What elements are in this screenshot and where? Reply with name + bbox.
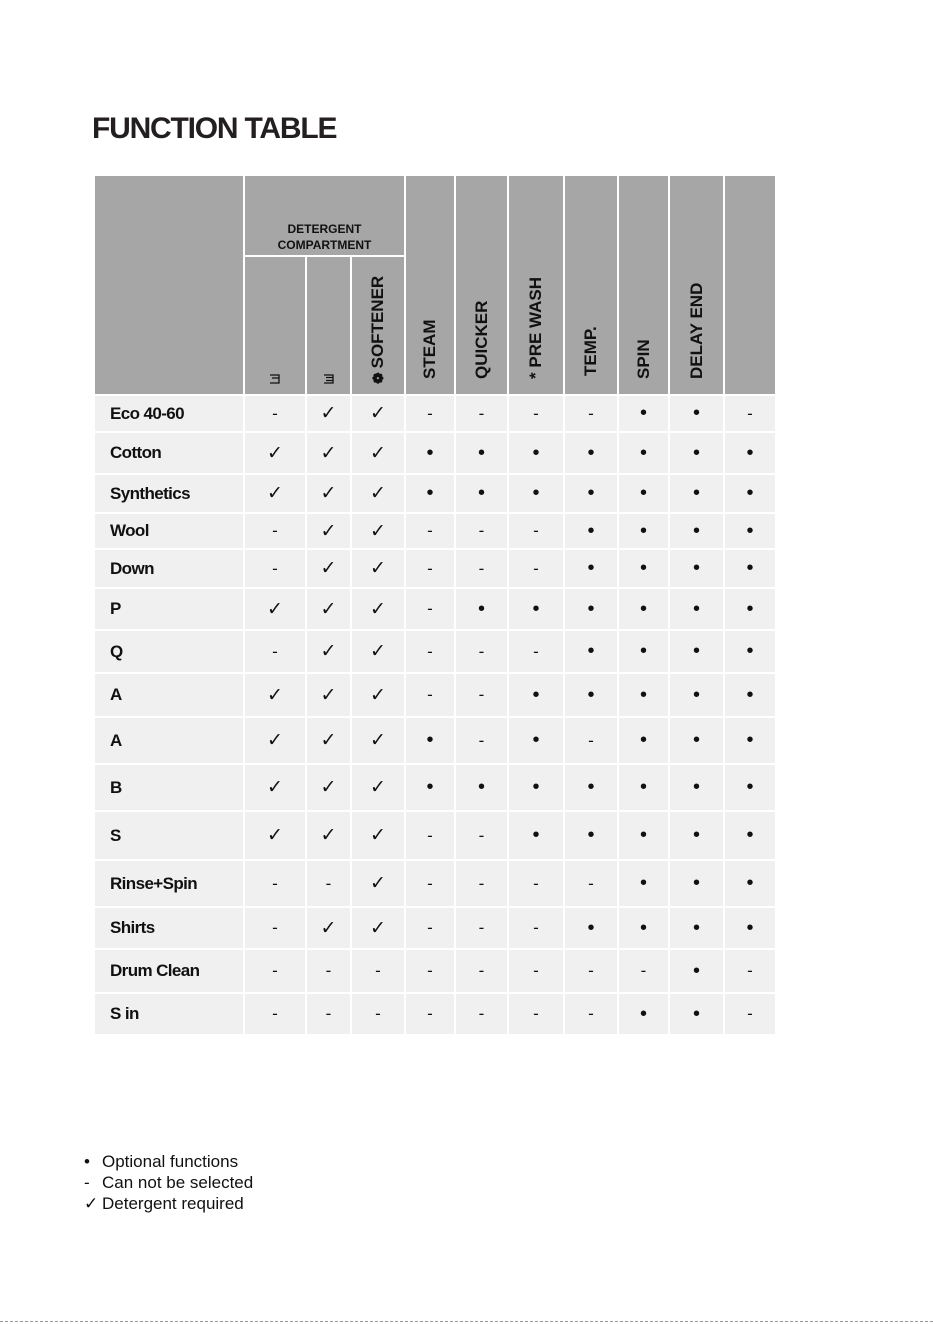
table-cell: • <box>619 589 668 629</box>
table-cell: ✓ <box>352 396 404 431</box>
table-cell: • <box>406 765 454 810</box>
table-cell: • <box>670 994 723 1034</box>
table-cell: - <box>725 994 775 1034</box>
header-delay-end <box>670 176 723 394</box>
table-cell: - <box>352 950 404 992</box>
table-cell: - <box>456 674 507 716</box>
table-cell: • <box>565 765 617 810</box>
table-cell: ✓ <box>307 396 350 431</box>
table-cell: • <box>670 718 723 763</box>
table-cell: - <box>307 861 350 906</box>
program-name-cell: A <box>95 674 243 716</box>
table-cell: - <box>456 812 507 859</box>
table-cell: ✓ <box>245 812 305 859</box>
table-cell: ✓ <box>245 674 305 716</box>
legend-symbol: • <box>84 1152 90 1171</box>
table-cell: - <box>456 950 507 992</box>
program-name-cell: Cotton <box>95 433 243 473</box>
softener-label: SOFTENER <box>368 275 387 369</box>
table-cell: • <box>565 475 617 512</box>
table-cell: ✓ <box>352 631 404 672</box>
table-cell: • <box>509 812 563 859</box>
table-cell: • <box>509 765 563 810</box>
table-cell: • <box>725 589 775 629</box>
table-cell: - <box>509 396 563 431</box>
table-cell: - <box>509 950 563 992</box>
table-cell: - <box>406 396 454 431</box>
program-name-cell: Down <box>95 550 243 587</box>
table-cell: ✓ <box>245 589 305 629</box>
table-cell: • <box>509 718 563 763</box>
table-cell: • <box>670 550 723 587</box>
table-cell: - <box>245 514 305 548</box>
program-name-cell: Rinse+Spin <box>95 861 243 906</box>
table-cell: - <box>245 950 305 992</box>
table-cell: - <box>245 550 305 587</box>
header-steam <box>406 176 454 394</box>
table-cell: - <box>245 908 305 948</box>
table-cell: - <box>307 994 350 1034</box>
prewash-asterisk: * <box>526 372 545 379</box>
table-cell: • <box>670 674 723 716</box>
table-cell: - <box>565 950 617 992</box>
table-cell: - <box>456 631 507 672</box>
program-name-cell: Wool <box>95 514 243 548</box>
header-spin-label <box>634 339 654 379</box>
table-cell: - <box>509 631 563 672</box>
table-cell: • <box>725 765 775 810</box>
table-cell: - <box>307 950 350 992</box>
table-cell: • <box>619 396 668 431</box>
table-cell: - <box>245 396 305 431</box>
table-cell: • <box>619 514 668 548</box>
table-cell: • <box>565 908 617 948</box>
program-name-cell: B <box>95 765 243 810</box>
softener-vertical-label <box>368 276 388 384</box>
table-cell: ✓ <box>352 812 404 859</box>
table-cell: - <box>619 950 668 992</box>
program-name-cell: P <box>95 589 243 629</box>
table-cell: • <box>619 433 668 473</box>
table-cell: • <box>565 631 617 672</box>
table-cell: • <box>670 396 723 431</box>
table-cell: - <box>456 396 507 431</box>
table-cell: - <box>406 861 454 906</box>
table-cell: ✓ <box>307 908 350 948</box>
table-cell: • <box>456 589 507 629</box>
table-cell: ✓ <box>352 765 404 810</box>
softener-flower-icon: ❁ <box>370 368 386 384</box>
compartment-2-icon <box>323 374 334 384</box>
table-cell: - <box>456 994 507 1034</box>
table-cell: ✓ <box>307 765 350 810</box>
table-cell: ✓ <box>307 589 350 629</box>
table-cell: • <box>670 433 723 473</box>
option-label-text: PRE WASH <box>526 276 545 368</box>
table-cell: • <box>725 861 775 906</box>
table-cell: • <box>725 550 775 587</box>
table-cell: • <box>670 631 723 672</box>
table-cell: • <box>725 433 775 473</box>
table-cell: • <box>725 908 775 948</box>
table-cell: • <box>509 433 563 473</box>
table-cell: • <box>456 765 507 810</box>
program-name-cell: Synthetics <box>95 475 243 512</box>
table-cell: - <box>509 550 563 587</box>
table-cell: ✓ <box>307 718 350 763</box>
table-cell: - <box>352 994 404 1034</box>
table-cell: - <box>456 718 507 763</box>
program-name-cell: A <box>95 718 243 763</box>
table-cell: - <box>456 861 507 906</box>
table-cell: - <box>406 514 454 548</box>
table-cell: ✓ <box>352 674 404 716</box>
table-cell: • <box>619 994 668 1034</box>
table-cell: - <box>509 514 563 548</box>
table-cell: • <box>565 433 617 473</box>
table-cell: ✓ <box>352 475 404 512</box>
header-quicker-label <box>472 301 492 379</box>
table-cell: - <box>456 908 507 948</box>
table-cell: ✓ <box>307 475 350 512</box>
table-cell: • <box>670 514 723 548</box>
table-cell: • <box>725 812 775 859</box>
table-cell: - <box>565 861 617 906</box>
table-cell: • <box>565 550 617 587</box>
program-name-cell: S in <box>95 994 243 1034</box>
table-cell: ✓ <box>245 718 305 763</box>
table-cell: ✓ <box>307 812 350 859</box>
table-cell: ✓ <box>307 514 350 548</box>
table-cell: - <box>406 631 454 672</box>
table-cell: • <box>725 718 775 763</box>
table-cell: ✓ <box>307 631 350 672</box>
header-compartment-2 <box>307 257 350 394</box>
table-cell: ✓ <box>245 475 305 512</box>
table-cell: • <box>670 589 723 629</box>
table-cell: • <box>670 475 723 512</box>
table-cell: • <box>670 861 723 906</box>
table-cell: ✓ <box>352 908 404 948</box>
table-cell: • <box>509 674 563 716</box>
table-cell: • <box>565 674 617 716</box>
table-cell: • <box>670 908 723 948</box>
header-extra <box>725 176 775 394</box>
table-cell: • <box>406 433 454 473</box>
table-cell: ✓ <box>352 433 404 473</box>
table-cell: • <box>725 514 775 548</box>
table-cell: - <box>406 550 454 587</box>
table-cell: ✓ <box>352 589 404 629</box>
table-cell: - <box>406 589 454 629</box>
table-cell: • <box>406 475 454 512</box>
table-cell: • <box>619 861 668 906</box>
table-cell: - <box>565 994 617 1034</box>
table-cell: • <box>619 475 668 512</box>
program-name-cell: Drum Clean <box>95 950 243 992</box>
table-cell: • <box>725 631 775 672</box>
table-cell: • <box>619 674 668 716</box>
table-cell: ✓ <box>307 550 350 587</box>
header-delay-end-label <box>687 283 707 379</box>
table-cell: • <box>725 674 775 716</box>
header-temp <box>565 176 617 394</box>
table-cell: • <box>509 589 563 629</box>
table-cell: ✓ <box>352 861 404 906</box>
table-cell: • <box>406 718 454 763</box>
table-cell: - <box>565 396 617 431</box>
table-cell: • <box>670 812 723 859</box>
option-label-text: STEAM <box>420 319 439 379</box>
table-cell: ✓ <box>352 514 404 548</box>
table-cell: - <box>406 994 454 1034</box>
detergent-compartment-label: DETERGENT COMPARTMENT <box>277 222 372 252</box>
table-cell: - <box>509 861 563 906</box>
table-cell: • <box>565 589 617 629</box>
table-cell: • <box>456 475 507 512</box>
table-cell: ✓ <box>352 718 404 763</box>
page-bottom-rule <box>0 1321 933 1322</box>
table-cell: - <box>456 514 507 548</box>
header-prewash <box>509 176 563 394</box>
table-cell: ✓ <box>352 550 404 587</box>
table-cell: • <box>565 514 617 548</box>
program-name-cell: S <box>95 812 243 859</box>
legend-item-optional <box>84 1151 253 1172</box>
table-cell: - <box>406 812 454 859</box>
header-spin <box>619 176 668 394</box>
header-detergent-compartment <box>245 176 404 255</box>
table-cell: ✓ <box>307 433 350 473</box>
table-cell: - <box>456 550 507 587</box>
legend-text: Optional functions <box>102 1152 239 1171</box>
option-label-text: SPIN <box>633 339 653 379</box>
header-compartment-1 <box>245 257 305 394</box>
table-cell: - <box>725 950 775 992</box>
table-cell: • <box>725 475 775 512</box>
program-name-cell: Shirts <box>95 908 243 948</box>
table-cell: - <box>406 950 454 992</box>
program-name-cell: Q <box>95 631 243 672</box>
header-program-cell <box>95 176 243 394</box>
table-cell: - <box>725 396 775 431</box>
option-label-text: TEMP. <box>581 326 600 376</box>
table-cell: - <box>509 994 563 1034</box>
header-temp-label <box>581 326 601 376</box>
program-name-cell: Eco 40-60 <box>95 396 243 431</box>
table-cell: - <box>245 631 305 672</box>
table-cell: • <box>619 812 668 859</box>
table-cell: - <box>509 908 563 948</box>
compartment-1-icon <box>269 374 280 384</box>
table-cell: - <box>245 861 305 906</box>
option-label-text: DELAY END <box>686 282 706 379</box>
legend-symbol: ✓ <box>84 1194 99 1213</box>
legend-item-not-selectable <box>84 1172 253 1193</box>
header-quicker <box>456 176 507 394</box>
table-cell: • <box>456 433 507 473</box>
table-cell: ✓ <box>307 674 350 716</box>
table-cell: • <box>619 908 668 948</box>
table-cell: - <box>565 718 617 763</box>
table-cell: - <box>406 908 454 948</box>
table-cell: ✓ <box>245 765 305 810</box>
legend-text: Detergent required <box>102 1194 244 1213</box>
legend-item-detergent <box>84 1193 253 1214</box>
table-cell: • <box>619 631 668 672</box>
legend-symbol: - <box>84 1173 90 1192</box>
table-cell: • <box>509 475 563 512</box>
table-cell: • <box>619 765 668 810</box>
option-label-text: QUICKER <box>471 300 491 379</box>
header-steam-label <box>420 320 440 380</box>
legend-text: Can not be selected <box>102 1173 254 1192</box>
table-cell: • <box>619 550 668 587</box>
legend <box>84 1151 253 1214</box>
header-compartment-softener <box>352 257 404 394</box>
header-prewash-label <box>526 277 546 379</box>
table-cell: • <box>670 950 723 992</box>
table-cell: • <box>619 718 668 763</box>
table-cell: • <box>565 812 617 859</box>
page-title: FUNCTION TABLE <box>92 112 337 145</box>
table-cell: ✓ <box>245 433 305 473</box>
table-cell: - <box>406 674 454 716</box>
table-cell: • <box>670 765 723 810</box>
table-cell: - <box>245 994 305 1034</box>
